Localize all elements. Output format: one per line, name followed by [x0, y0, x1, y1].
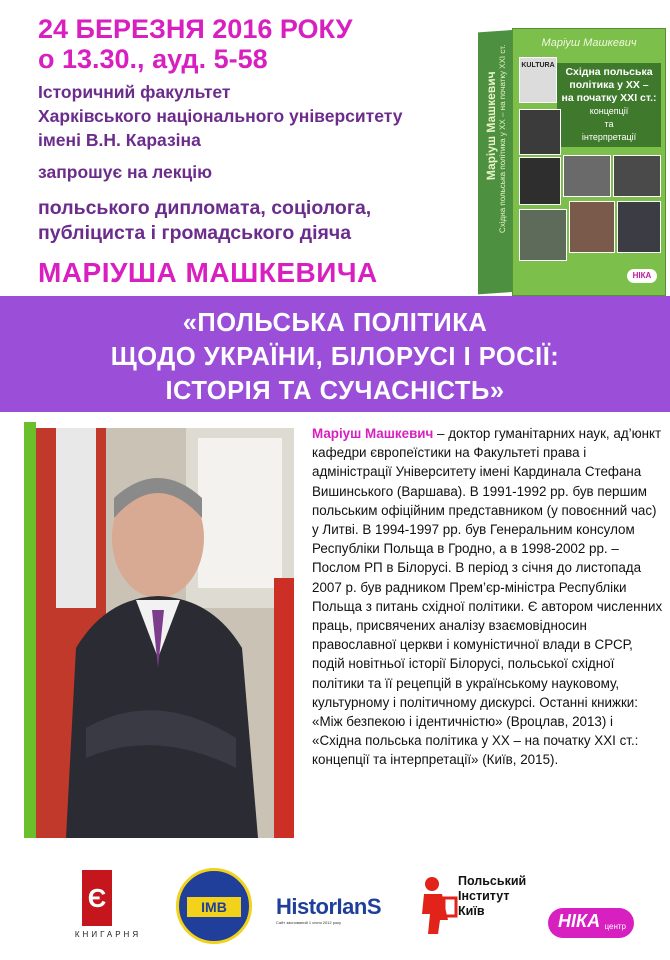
book-spine-title: Східна польська політика у ХХ – на початку ХХІ ст.	[498, 44, 507, 234]
book-title-line: та	[604, 119, 614, 129]
event-header	[38, 14, 468, 290]
book-title-line: на початку ХХІ ст.:	[561, 92, 657, 104]
invitation-text: запрошує на лекцію	[38, 162, 213, 182]
book-photo-kultura	[519, 57, 557, 103]
book-front	[512, 28, 666, 296]
knyharnia-mark: Є	[82, 870, 112, 926]
lecture-title-line: ЩОДО УКРАЇНИ, БІЛОРУСІ І РОСІЇ:	[110, 343, 560, 371]
imb-logo	[176, 868, 252, 944]
accent-bar	[24, 422, 36, 838]
polish-institute-line: Інститут	[458, 889, 510, 903]
speaker-biography	[312, 424, 664, 770]
book-title-line: політика у ХХ –	[569, 79, 649, 91]
historians-label: HistorIanS	[276, 894, 382, 919]
nika-sub: центр	[604, 922, 626, 931]
book-photo	[519, 209, 567, 261]
book-author: Маріуш Машкевич	[541, 37, 637, 49]
faculty-line: Історичний факультет	[38, 82, 231, 102]
lecture-title-banner	[0, 296, 670, 412]
polish-institute-figure-icon	[418, 874, 458, 934]
book-photo	[519, 157, 561, 205]
book-spine	[478, 30, 512, 294]
book-photo	[613, 155, 661, 197]
historians-logo	[276, 894, 396, 934]
speaker-portrait	[36, 428, 294, 838]
historians-sub: Сайт заснований 1 січня 2012 року	[276, 920, 341, 925]
lecture-title-line: ІСТОРІЯ ТА СУЧАСНІСТЬ»	[165, 377, 505, 405]
book-title-line: Східна польська	[565, 66, 653, 78]
book-photo	[569, 201, 615, 253]
speaker-role: публіциста і громадського діяча	[38, 222, 352, 244]
book-publisher-logo: НІКА	[627, 269, 657, 283]
book-title	[557, 63, 661, 147]
event-time-room: о 13.30., ауд. 5-58	[38, 44, 268, 74]
book-photo	[519, 109, 561, 155]
bio-speaker-name: Маріуш Машкевич	[312, 426, 434, 441]
speaker-name: МАРІУША МАШКЕВИЧА	[38, 257, 378, 288]
partner-logos	[0, 868, 670, 948]
book-kultura-label: KULTURA	[521, 62, 555, 69]
knyharnia-label: КНИГАРНЯ	[74, 930, 142, 939]
lecture-title-line: «ПОЛЬСЬКА ПОЛІТИКА	[182, 309, 488, 337]
book-title-line: інтерпретації	[581, 132, 637, 142]
book-photo	[563, 155, 611, 197]
knyharnia-logo	[58, 870, 158, 944]
book-cover-image	[478, 20, 666, 298]
event-date: 24 БЕРЕЗНЯ 2016 РОКУ	[38, 14, 353, 44]
polish-institute-line: Польський	[458, 874, 527, 888]
book-title-line: концепції	[589, 106, 629, 116]
nika-center-logo	[548, 908, 634, 938]
portrait-illustration	[36, 428, 294, 838]
polish-institute-line: Київ	[458, 904, 485, 918]
book-spine-author: Маріуш Машкевич	[484, 70, 498, 181]
speaker-role: польського дипломата, соціолога,	[38, 197, 372, 219]
bio-text: – доктор гуманітарних наук, ад’юнкт кафедри європеїстики на Факультеті права і адміністрації Університету імені Кардинала Стефана Вишинського (Варшава). В 1991-1992 рр. був першим польським офіційним представником (у повоєнний час) у Литві. В 1994-1997 рр. був Генеральним консулом Республіки Польща в Гродно, а в 1998-2002 рр. – Послом РП в Білорусі. В період з січня до листопада 2007 р. був радником Прем’єр-міністра Республіки Польща з питань східної політики. Є автором численних праць, присвячених аналізу взаємовідносин православної церкви і комуністичної влади в СРСР, подій новітньої історії Білорусі, польської східної політики та її рецепцій в українському науковому, культурному і політичному дискурсі. Останні книжки: «Між безпекою і ідентичністю» (Вроцлав, 2013) і «Східна польська політика у ХХ – на початку ХХІ ст.: концепції та інтерпретації» (Київ, 2015).	[312, 426, 663, 768]
imb-label: IMB	[187, 897, 241, 917]
nika-label: НІКА	[558, 911, 601, 931]
polish-institute-logo	[418, 874, 528, 940]
book-photo	[617, 201, 661, 253]
faculty-line: Харківського національного університету	[38, 106, 403, 126]
faculty-line: імені В.Н. Каразіна	[38, 130, 201, 150]
